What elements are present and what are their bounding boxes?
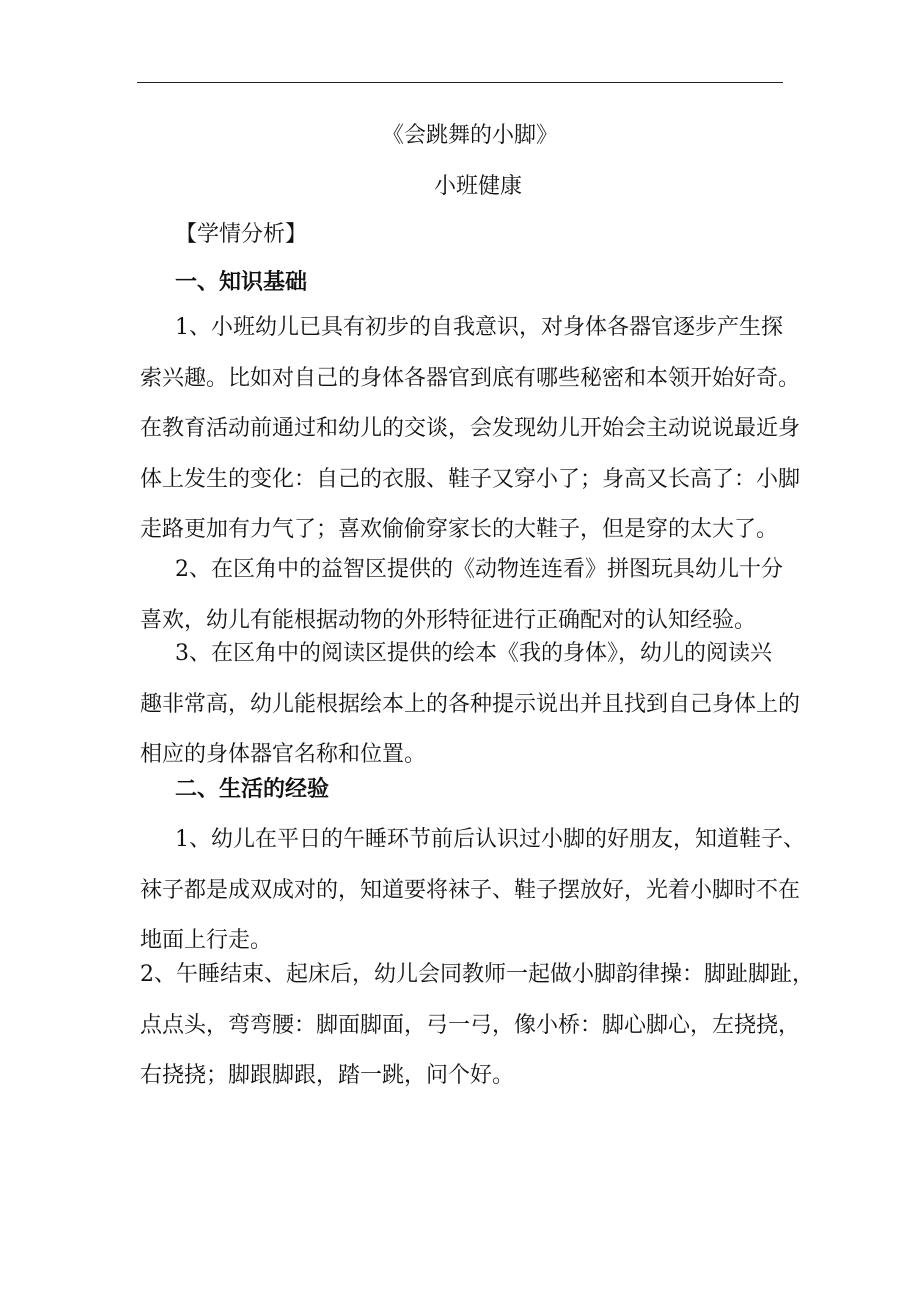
header-rule	[137, 82, 783, 83]
paragraph-4	[140, 815, 805, 967]
paragraph-line: 体上发生的变化：自己的衣服、鞋子又穿小了；身高又长高了：小脚	[140, 466, 801, 492]
paragraph-line: 右挠挠；脚跟脚跟，踏一跳，问个好。	[140, 1063, 515, 1088]
heading-knowledge-base: 一、知识基础	[175, 270, 308, 295]
paragraph-line: 趣非常高，幼儿能根据绘本上的各种提示说出并且找到自己身体上的	[140, 691, 801, 717]
heading-life-experience: 二、生活的经验	[175, 777, 330, 802]
paragraph-line: 索兴趣。比如对自己的身体各器官到底有哪些秘密和本领开始好奇。	[140, 365, 801, 391]
paragraph-line: 2、午睡结束、起床后，幼儿会同教师一起做小脚韵律操：脚趾脚趾，	[140, 962, 814, 987]
paragraph-line: 地面上行走。	[140, 928, 273, 953]
paragraph-5	[140, 950, 814, 1102]
paragraph-line: 2、在区角中的益智区提供的《动物连连看》拼图玩具幼儿十分	[175, 557, 783, 582]
document-subtitle: 小班健康	[433, 174, 522, 199]
paragraph-line: 3、在区角中的阅读区提供的绘本《我的身体》，幼儿的阅读兴	[175, 641, 772, 666]
paragraph-line: 1、小班幼儿已具有初步的自我意识，对身体各器官逐步产生探	[175, 315, 783, 340]
paragraph-line: 走路更加有力气了；喜欢偷偷穿家长的大鞋子，但是穿的太大了。	[140, 517, 779, 542]
paragraph-line: 在教育活动前通过和幼儿的交谈，会发现幼儿开始会主动说说最近身	[140, 416, 801, 441]
paragraph-line: 袜子都是成双成对的，知道要将袜子、鞋子摆放好，光着小脚时不在	[140, 877, 801, 903]
paragraph-1	[140, 303, 800, 556]
document-title: 《会跳舞的小脚》	[381, 123, 558, 148]
paragraph-line: 相应的身体器官名称和位置。	[140, 742, 427, 767]
paragraph-line: 喜欢，幼儿有能根据动物的外形特征进行正确配对的认知经验。	[140, 607, 757, 633]
paragraph-line: 点点头，弯弯腰：脚面脚面，弓一弓，像小桥：脚心脚心，左挠挠，	[140, 1012, 801, 1038]
paragraph-3	[140, 629, 800, 781]
paragraph-line: 1、幼儿在平日的午睡环节前后认识过小脚的好朋友，知道鞋子、	[175, 827, 805, 852]
section-label: 【学情分析】	[175, 222, 308, 247]
